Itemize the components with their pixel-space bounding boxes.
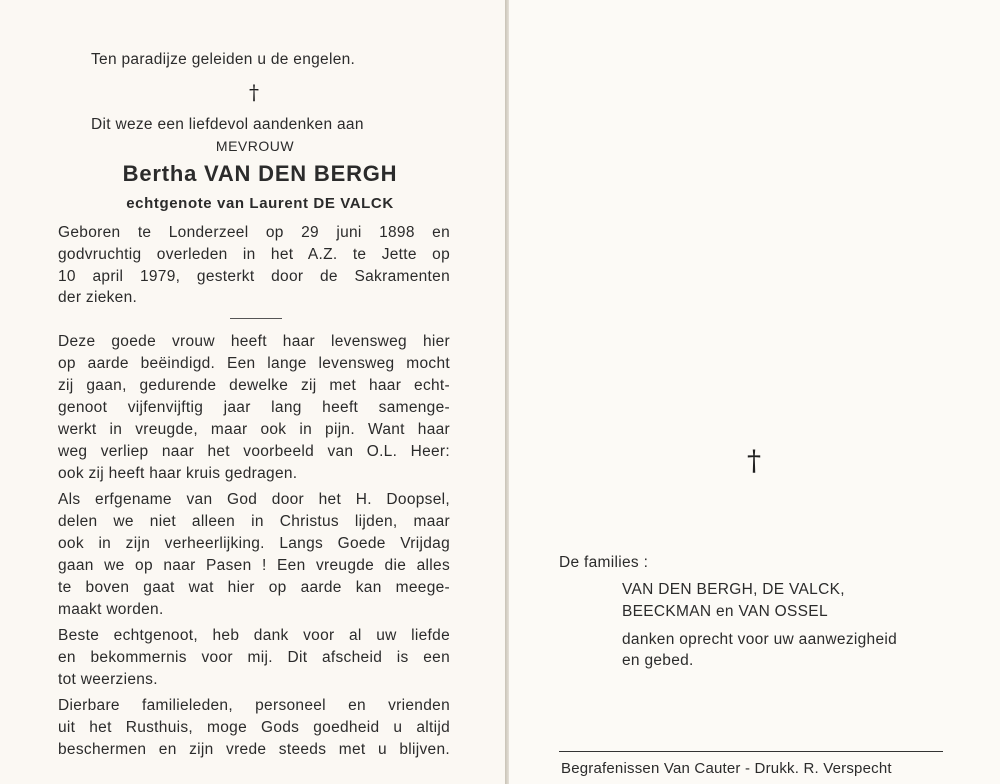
text-line: Beste echtgenoot, heb dank voor al uw liefde <box>58 627 450 644</box>
cross-icon: † <box>747 444 761 477</box>
spouse-line: echtgenote van Laurent DE VALCK <box>126 195 394 212</box>
text-line: tot weerziens. <box>58 671 158 688</box>
dedication-intro: Dit weze een liefdevol aandenken aan <box>91 116 364 133</box>
footer-rule <box>559 751 943 752</box>
text-line: uit het Rusthuis, moge Gods goedheid u altijd <box>58 719 450 736</box>
cross-icon: † <box>249 80 259 104</box>
section-divider <box>230 318 282 319</box>
text-line: godvruchtig overleden in het A.Z. te Jette op <box>58 246 450 263</box>
text-line: werkt in vreugde, maar ook in pijn. Want haar <box>58 421 450 438</box>
honorific-title: MEVROUW <box>215 138 295 154</box>
printer-credit: Begrafenissen Van Cauter - Drukk. R. Verspecht <box>561 760 892 777</box>
text-line: gaan we op naar Pasen ! Een vreugde die alles <box>58 557 450 574</box>
families-label: De families : <box>559 554 649 571</box>
text-line: delen we niet alleen in Christus lijden, maar <box>58 513 450 530</box>
text-line: ook in zijn verheerlijking. Langs Goede Vrijdag <box>58 535 450 552</box>
text-line: Geboren te Londerzeel op 29 juni 1898 en <box>58 224 450 241</box>
text-line: ook zij heeft haar kruis gedragen. <box>58 465 298 482</box>
thanks-line: danken oprecht voor uw aanwezigheid <box>622 631 898 648</box>
text-line: Dierbare familieleden, personeel en vrienden <box>58 697 450 714</box>
text-line: Als erfgename van God door het H. Doopsel, <box>58 491 450 508</box>
text-line: 10 april 1979, gesterkt door de Sakramenten <box>58 268 450 285</box>
deceased-name: Bertha VAN DEN BERGH <box>122 161 398 186</box>
right-card-page <box>509 0 1000 784</box>
text-line: zij gaan, gedurende dewelke zij met haar echt- <box>58 377 450 394</box>
motto: Ten paradijze geleiden u de engelen. <box>91 51 356 68</box>
family-names-line: VAN DEN BERGH, DE VALCK, <box>622 581 845 598</box>
family-names-line: BEECKMAN en VAN OSSEL <box>622 603 828 620</box>
thanks-line: en gebed. <box>622 652 694 669</box>
text-line: maakt worden. <box>58 601 164 618</box>
text-line: te boven gaat wat hier op aarde kan meege- <box>58 579 450 596</box>
text-line: en bekommernis voor mij. Dit afscheid is een <box>58 649 450 666</box>
text-line: genoot vijfenvijftig jaar lang heeft samenge- <box>58 399 450 416</box>
text-line: Deze goede vrouw heeft haar levensweg hier <box>58 333 450 350</box>
text-line: beschermen en zijn vrede steeds met u blijven. <box>58 741 450 758</box>
text-line: op aarde beëindigd. Een lange levensweg mocht <box>58 355 450 372</box>
text-line: der zieken. <box>58 289 138 306</box>
text-line: weg verliep naar het voorbeeld van O.L. Heer: <box>58 443 450 460</box>
